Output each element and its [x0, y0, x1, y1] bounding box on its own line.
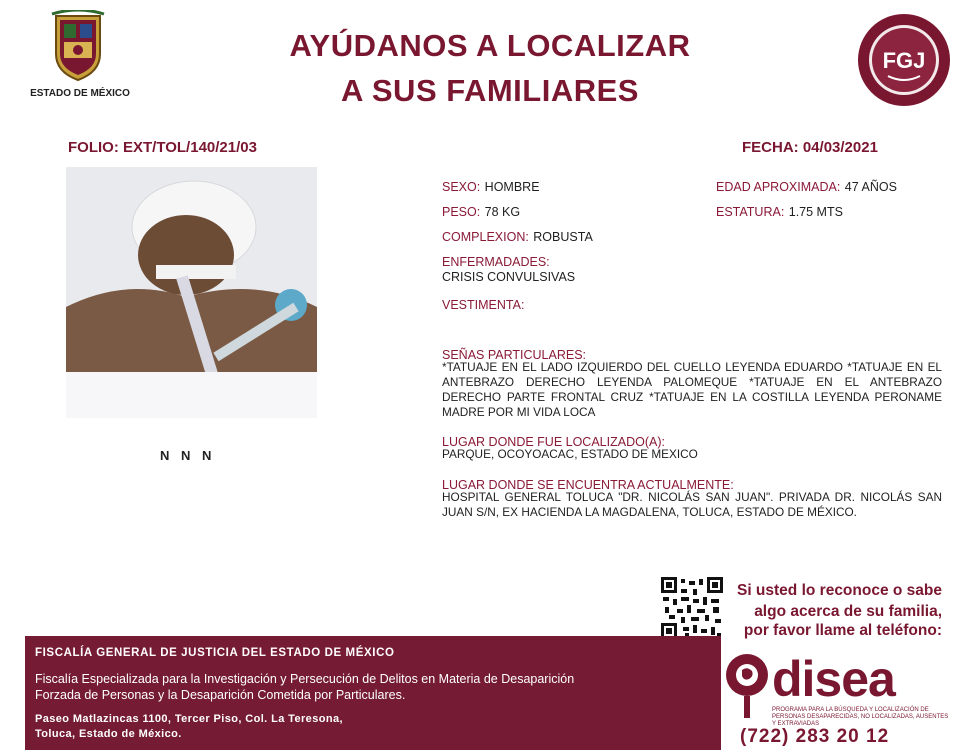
enfermedades-value [442, 268, 575, 286]
person-photo [66, 167, 317, 418]
estatura-row [716, 203, 843, 221]
sexo-row [442, 178, 540, 196]
fecha [742, 139, 878, 156]
fecha-value: 04/03/2021 [802, 139, 878, 156]
cta-line-2: algo acerca de su familia, [754, 603, 942, 620]
page-title-line-1: AYÚDANOS A LOCALIZAR [289, 28, 691, 63]
edad-value: 47 AÑOS [844, 180, 897, 194]
sexo-label: SEXO: [442, 180, 481, 194]
actual-label-text: LUGAR DONDE SE ENCUENTRA ACTUALMENTE: [442, 478, 734, 492]
complexion-row [442, 228, 593, 246]
fgj-logo-text: FGJ [882, 48, 926, 73]
fecha-label: FECHA: [742, 139, 799, 156]
peso-row [442, 203, 520, 221]
enfermedades-label-text: ENFERMADADES: [442, 255, 550, 269]
footer-band [25, 636, 721, 750]
phone-number[interactable]: (722) 283 20 12 [740, 726, 890, 747]
estatura-value: 1.75 MTS [788, 205, 843, 219]
folio-label: FOLIO: [68, 139, 119, 156]
footer-description-line-1: Fiscalía Especializada para la Investigación y Persecución de Delitos en Materia de Desaparición [35, 672, 575, 686]
folio [68, 139, 257, 156]
person-name: N N N [160, 448, 216, 463]
odisea-map-pin-icon [724, 652, 770, 720]
complexion-value: ROBUSTA [533, 230, 593, 244]
estatura-label: ESTATURA: [716, 205, 785, 219]
footer-description-line-2: Forzada de Personas y la Desaparición Cometida por Particulares. [35, 688, 406, 702]
vestimenta-row [442, 296, 524, 314]
cta-line-1: Si usted lo reconoce o sabe [736, 582, 942, 599]
footer-address-line-1: Paseo Matlazincas 1100, Tercer Piso, Col. La Teresona, [35, 713, 343, 725]
page-title-line-2: A SUS FAMILIARES [341, 73, 639, 108]
folio-value: EXT/TOL/140/21/03 [123, 139, 257, 156]
fgj-seal-icon [856, 12, 952, 108]
localizado-label-text: LUGAR DONDE FUE LOCALIZADO(A): [442, 435, 665, 449]
sexo-value: HOMBRE [484, 180, 540, 194]
odisea-tagline: PROGRAMA PARA LA BÚSQUEDA Y LOCALIZACIÓN DE PERSONAS DESAPARECIDAS, NO LOCALIZADAS, AUSENTES Y EXTRAVIADAS [772, 707, 949, 727]
senas-value: *TATUAJE EN EL LADO IZQUIERDO DEL CUELLO LEYENDA EDUARDO *TATUAJE EN EL ANTEBRAZO DERECHO LEYENDA PALOMEQUE *TATUAJE EN EL ANTEBRAZO DERECHO PARTE FRONTAL CRUZ *TATUAJE EN LA COSTILLA LEYENDA PERONAME MADRE POR MI VIDA LOCA [442, 360, 942, 419]
complexion-label: COMPLEXION: [442, 230, 529, 244]
footer-address-line-2: Toluca, Estado de México. [35, 728, 182, 740]
odisea-brand: disea [772, 651, 895, 707]
state-name: ESTADO DE MÉXICO [30, 88, 130, 99]
estado-de-mexico-coat-of-arms-icon [46, 10, 110, 82]
localizado-value: PARQUE, OCOYOACAC, ESTADO DE MEXICO [442, 447, 698, 461]
cta-line-3: por favor llame al teléfono: [743, 622, 942, 639]
enfermedades-value-text: CRISIS CONVULSIVAS [442, 270, 576, 284]
footer-title: FISCALÍA GENERAL DE JUSTICIA DEL ESTADO DE MÉXICO [35, 647, 395, 659]
qr-code-icon[interactable] [661, 577, 723, 639]
peso-value: 78 KG [484, 205, 521, 219]
edad-label: EDAD APROXIMADA: [716, 180, 841, 194]
senas-label-text: SEÑAS PARTICULARES: [442, 348, 587, 362]
actual-value: HOSPITAL GENERAL TOLUCA "DR. NICOLÁS SAN JUAN". PRIVADA DR. NICOLÁS SAN JUAN S/N, EX HACIENDA LA MAGDALENA, TOLUCA, ESTADO DE MÉXICO. [442, 490, 942, 519]
peso-label: PESO: [442, 205, 481, 219]
vestimenta-label: VESTIMENTA: [442, 298, 525, 312]
edad-row [716, 178, 897, 196]
